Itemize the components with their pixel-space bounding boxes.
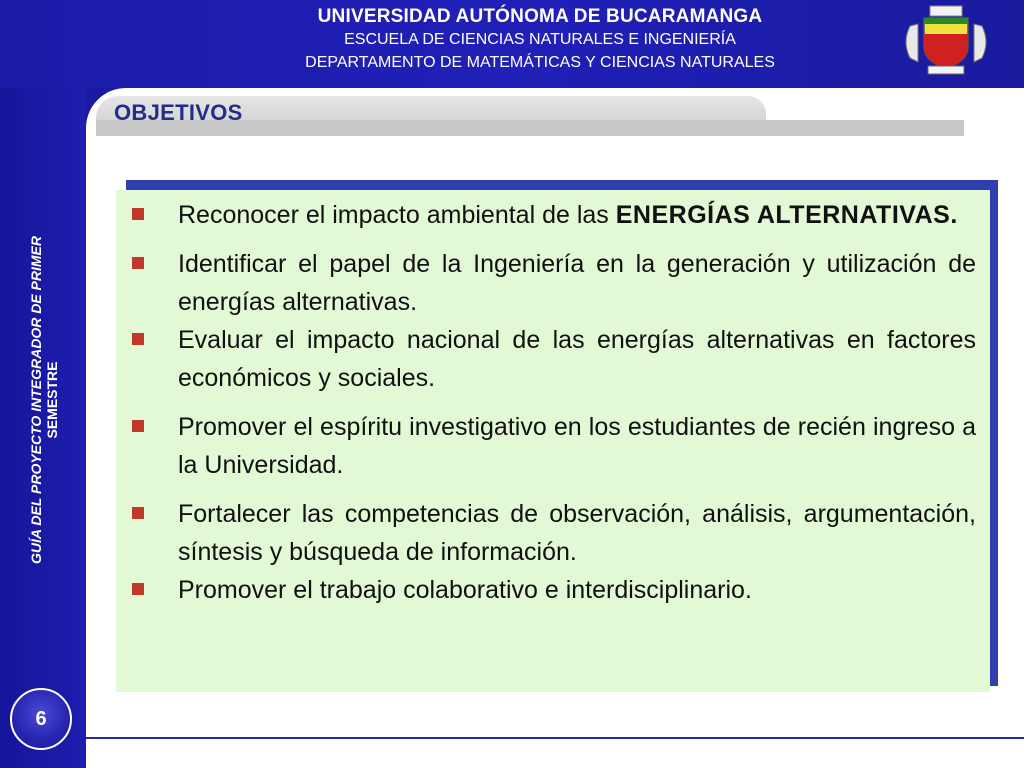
page-number: 6 [35, 708, 47, 730]
university-crest-icon [900, 4, 992, 80]
objectives-list [126, 196, 976, 609]
sidebar-guide-title [28, 190, 60, 610]
sidebar-line-1: GUÍA DEL PROYECTO INTEGRADOR DE PRIMER [28, 236, 44, 564]
objective-4-text: Promover el espíritu investigativo en los estudiantes de recién ingreso a la Universidad. [178, 413, 976, 479]
square-bullet-icon [132, 583, 144, 595]
objective-1-emphasis: ENERGÍAS ALTERNATIVAS. [615, 201, 958, 229]
sidebar-line-2: SEMESTRE [44, 361, 60, 439]
department-name: DEPARTAMENTO DE MATEMÁTICAS Y CIENCIAS NATURALES [305, 54, 775, 71]
list-item [126, 408, 976, 484]
list-item [126, 321, 976, 397]
list-item [126, 495, 976, 571]
list-item [126, 196, 976, 234]
square-bullet-icon [132, 257, 144, 269]
header [220, 6, 860, 73]
objective-2-text: Identificar el papel de la Ingeniería en la generación y utilización de energías alternativas. [178, 250, 976, 316]
list-item [126, 571, 976, 609]
university-name: UNIVERSIDAD AUTÓNOMA DE BUCARAMANGA [317, 6, 763, 27]
objective-1-text: Reconocer el impacto ambiental de las [178, 201, 616, 229]
list-item [126, 245, 976, 321]
page-number-badge [10, 688, 72, 750]
page-title: OBJETIVOS [114, 100, 243, 125]
square-bullet-icon [132, 208, 144, 220]
objective-3-text: Evaluar el impacto nacional de las energías alternativas en factores económicos y sociales. [178, 326, 976, 392]
school-name: ESCUELA DE CIENCIAS NATURALES E INGENIERÍA [344, 31, 736, 48]
square-bullet-icon [132, 333, 144, 345]
footer-divider [86, 737, 1024, 739]
objective-5-text: Fortalecer las competencias de observación, análisis, argumentación, síntesis y búsqueda de información. [178, 500, 976, 566]
square-bullet-icon [132, 420, 144, 432]
square-bullet-icon [132, 507, 144, 519]
objective-6-text: Promover el trabajo colaborativo e interdisciplinario. [178, 576, 752, 604]
